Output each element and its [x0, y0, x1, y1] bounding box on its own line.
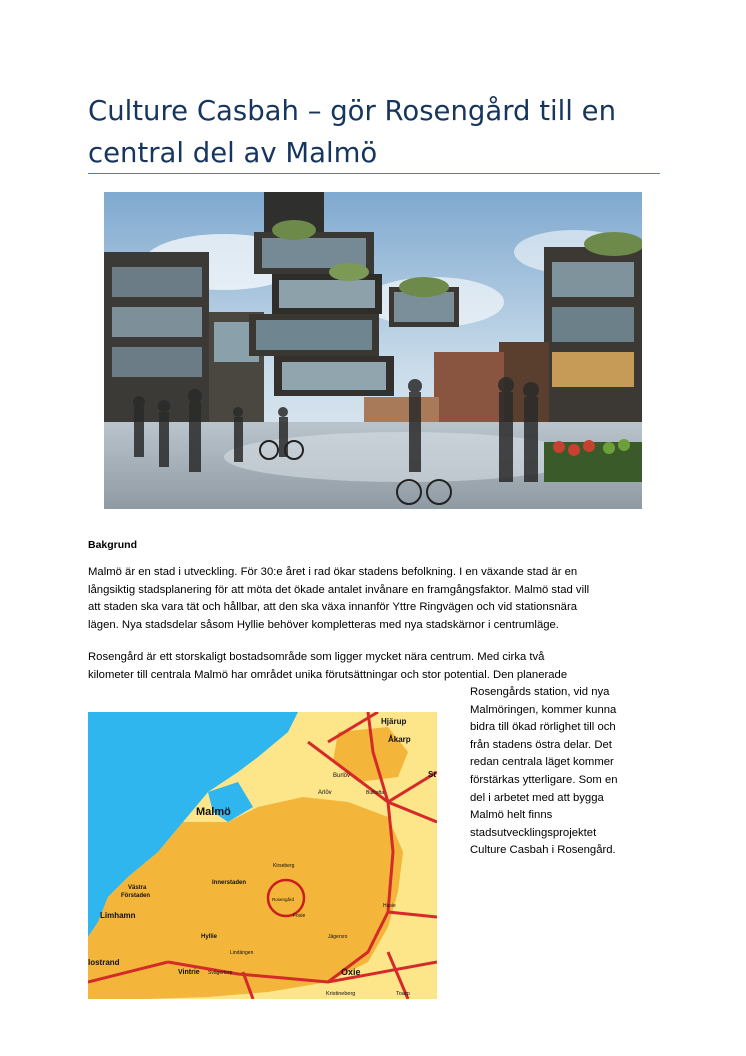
paragraph-2-line: stadsutvecklingsprojektet	[470, 826, 597, 839]
map-label-kirseberg: Kirseberg	[273, 863, 295, 869]
section-heading: Bakgrund	[88, 539, 138, 551]
map-label-vastra: Västra	[128, 885, 147, 891]
title-underline	[88, 173, 660, 174]
paragraph-2-line: förstärkas ytterligare. Som en	[470, 773, 618, 786]
map-label-svagertorp: Svågertorp	[208, 970, 233, 976]
paragraph-2-line: från stadens östra delar. Det	[470, 738, 612, 751]
map-label-burlov: Burlöv	[333, 773, 351, 779]
map-label-stadium: St	[428, 770, 436, 779]
document-title	[88, 90, 668, 174]
map-label-toarp: Toarp	[396, 991, 410, 997]
paragraph-2-line: redan centrala läget kommer	[470, 756, 614, 769]
paragraph-1-line: Malmö är en stad i utveckling. För 30:e året i rad ökar stadens befolkning. I en växande stad är en	[88, 566, 578, 578]
title-line-2: central del av Malmö	[88, 137, 378, 169]
map-label-hjarup: Hjärup	[381, 717, 407, 726]
hero-image	[104, 192, 642, 509]
paragraph-1-line: att staden ska vara tät och hållbar, att den ska växa innanför Yttre Ringvägen och vid stationsnära	[88, 601, 577, 614]
title-line-1: Culture Casbah – gör Rosengård till en	[88, 95, 617, 127]
paragraph-2-wrapped	[470, 684, 650, 860]
paragraph-2-line: kilometer till centrala Malmö har området unika förutsättningar och stor potential. Den planerade	[88, 668, 568, 681]
paragraph-1	[88, 564, 662, 634]
paragraph-2-line: Rosengård är ett storskaligt bostadsområde som ligger mycket nära centrum. Med cirka två	[88, 651, 545, 663]
map-label-jagersro: Jägersro	[328, 934, 348, 940]
map-label-fosie: Fosie	[293, 913, 306, 919]
paragraph-2-line: Malmö helt finns	[470, 809, 553, 822]
paragraph-1-line: långsiktig stadsplanering för att möta det ökade antalet invånare en framgångsfaktor. Malmö stad vill	[88, 583, 590, 596]
paragraph-2-line: Rosengårds station, vid nya	[470, 686, 610, 698]
map-label-limhamn: Limhamn	[100, 911, 136, 920]
paragraph-2	[88, 649, 662, 684]
map-label-rosengard: Rosengård	[272, 897, 295, 902]
map-label-akarp: Åkarp	[388, 735, 411, 744]
map-label-lindangen: Lindängen	[230, 950, 254, 956]
paragraph-2-line: Malmöringen, kommer kunna	[470, 703, 617, 716]
map-label-oxie: Oxie	[341, 967, 361, 977]
map-label-bulltofta: Bulltofta	[366, 790, 385, 796]
map-label-kristineberg: Kristineberg	[326, 991, 356, 997]
malmo-map	[88, 712, 437, 999]
map-label-bunkeflostrand: lostrand	[88, 958, 120, 967]
paragraph-1-line: lägen. Nya stadsdelar såsom Hyllie behöver kompletteras med nya stadskärnor i centrumläge.	[88, 618, 559, 631]
paragraph-2-line: del i arbetet med att bygga	[470, 791, 604, 804]
map-label-hyllie: Hyllie	[201, 934, 218, 940]
map-label-innerstaden: Innerstaden	[212, 880, 247, 886]
map-label-vintrie: Vintrie	[178, 969, 200, 976]
map-label-husie: Husie	[383, 903, 396, 909]
paragraph-2-line: bidra till ökad rörlighet till och	[470, 721, 616, 734]
paragraph-2-line: Culture Casbah i Rosengård.	[470, 844, 616, 857]
map-label-arlov: Arlöv	[318, 790, 332, 796]
hero-illustration	[104, 192, 642, 509]
map-label-malmo: Malmö	[196, 806, 231, 818]
map-label-forstaden: Förstaden	[121, 893, 151, 899]
map-illustration	[88, 712, 437, 999]
